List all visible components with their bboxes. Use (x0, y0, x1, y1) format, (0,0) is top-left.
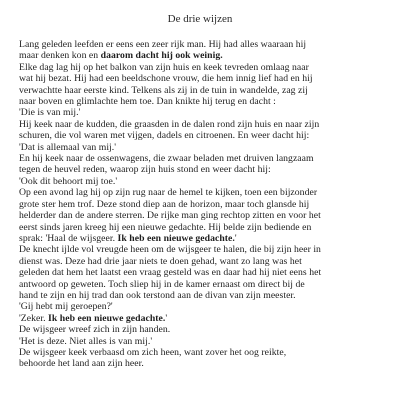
text-segment: antwoord op geweten. Toch sliep hij in de kamer ernaast om direct bij de (19, 278, 305, 290)
text-line (19, 39, 389, 50)
text-line (19, 164, 389, 175)
text-line (19, 50, 389, 61)
text-line (19, 279, 389, 290)
text-line (19, 187, 389, 198)
text-segment: geleden dat hem het laatst een vraag gesteld was en daar had hij niet eens het (19, 267, 322, 279)
text-segment: helderder dan de andere sterren. De rijke man ging rechtop zitten en voor het (19, 210, 321, 222)
text-line (19, 130, 389, 141)
text-segment: De knecht ijlde vol vreugde heen om de wijsgeer te halen, die bij zijn heer in (19, 244, 321, 256)
text-line (19, 256, 389, 267)
text-segment: eerst sinds jaren kreeg hij een nieuwe gedachte. Hij belde zijn bediende en (19, 221, 312, 233)
text-line (19, 107, 389, 118)
text-segment: Lang geleden leefden er eens een zeer rijk man. Hij had alles waaraan hij (19, 39, 307, 50)
text-segment: dienst was. Deze had drie jaar niets te doen gehad, want zo lang was het (19, 255, 302, 267)
document-title: De drie wijzen (167, 13, 233, 25)
text-segment: 'Dat is allemaal van mij.' (19, 141, 117, 153)
text-line (19, 301, 389, 312)
text-segment: 'Zeker. (19, 312, 49, 324)
text-segment: 'Die is van mij.' (19, 107, 81, 119)
text-segment: maar denken kon en (19, 50, 101, 62)
text-segment: naar boven en glimlachte hem toe. Dan knikte hij terug en dacht : (19, 96, 276, 108)
text-segment: verwachtte haar eerste kind. Telkens als zij in de tuin in wandelde, zag zij (19, 84, 308, 96)
text-line (19, 313, 389, 324)
text-segment: 'Ook dit behoort mij toe.' (19, 175, 118, 187)
text-segment: Op een avond lag hij op zijn rug naar de hemel te kijken, toen een bijzonder (19, 187, 318, 199)
text-line (19, 85, 389, 96)
document-body (19, 39, 389, 370)
text-line (19, 119, 389, 130)
text-segment: Elke dag lag hij op het balkon van zijn huis en keek tevreden omlaag naar (19, 61, 309, 73)
text-line (19, 222, 389, 233)
text-line (19, 176, 389, 187)
text-segment: Hij keek naar de kudden, die graasden in de dalen rond zijn huis en naar zijn (19, 118, 320, 130)
text-line (19, 210, 389, 221)
text-line (19, 324, 389, 335)
text-segment: wat hij bezat. Hij had een beeldschone vrouw, die hem innig lief had en hij (19, 73, 313, 85)
text-line (19, 336, 389, 347)
text-line (19, 358, 389, 369)
text-segment: ' (165, 312, 168, 324)
text-line (19, 96, 389, 107)
text-line (19, 199, 389, 210)
bold-text-segment: daarom dacht hij ook weinig. (100, 50, 223, 62)
text-segment: grote ster hem trof. Deze stond diep aan de horizon, maar toch glansde hij (19, 198, 310, 210)
bold-text-segment: Ik heb een nieuwe gedachte. (48, 312, 166, 324)
text-segment: tegen de heuvel reden, waarop zijn huis stond en weer dacht hij: (19, 164, 271, 176)
text-line (19, 290, 389, 301)
text-segment: behoorde het land aan zijn heer. (19, 358, 144, 370)
text-line (19, 62, 389, 73)
text-segment: hand te zijn en hij trad dan ook terstond aan de divan van zijn meester. (19, 289, 296, 301)
text-line (19, 244, 389, 255)
bold-text-segment: Ik heb een nieuwe gedachte. (117, 232, 235, 244)
text-segment: sprak: 'Haal de wijsgeer. (19, 232, 118, 244)
text-line (19, 142, 389, 153)
text-line (19, 233, 389, 244)
text-segment: 'Het is deze. Niet alles is van mij.' (19, 335, 153, 347)
text-segment: 'Gij hebt mij geroepen?' (19, 301, 113, 313)
text-segment: ' (234, 232, 237, 244)
text-segment: En hij keek naar de ossenwagens, die zwaar beladen met druiven langzaam (19, 153, 314, 165)
text-segment: schuren, die vol waren met vijgen, dadels en citroenen. En weer dacht hij: (19, 130, 310, 142)
text-line (19, 347, 389, 358)
text-segment: De wijsgeer wreef zich in zijn handen. (19, 324, 171, 336)
text-line (19, 153, 389, 164)
text-line (19, 73, 389, 84)
text-line (19, 267, 389, 278)
text-segment: De wijsgeer keek verbaasd om zich heen, want zover het oog reikte, (19, 346, 287, 358)
